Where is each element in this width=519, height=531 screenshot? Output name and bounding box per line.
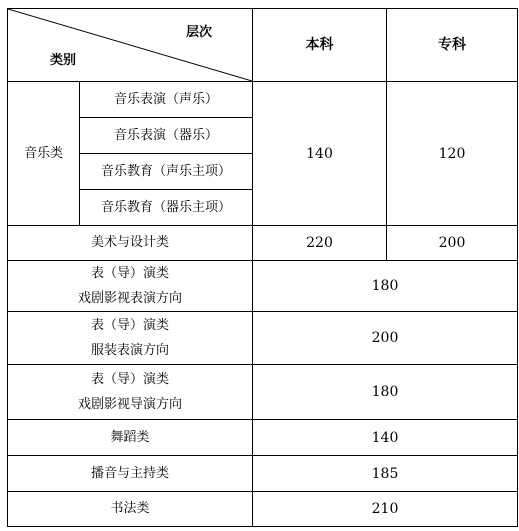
fashion-score: 200 [253,312,518,365]
music-sub-1: 音乐表演（声乐） [80,82,253,118]
music-row-1 [8,82,518,118]
dance-label: 舞蹈类 [8,420,253,456]
drama-acting-label [8,261,253,312]
art-design-college-score: 200 [387,226,518,261]
drama-acting-row [8,261,518,312]
header-category-label: 类别 [50,53,77,68]
broadcast-row [8,456,518,492]
category-line: 表（导）演类 [90,318,169,333]
header-undergrad: 本科 [253,9,387,82]
drama-directing-row [8,365,518,420]
drama-directing-score: 180 [253,365,518,420]
music-sub-2: 音乐表演（器乐） [80,118,253,154]
drama-directing-label [8,365,253,420]
dance-row [8,420,518,456]
direction-line: 戏剧影视表演方向 [77,291,182,306]
header-college: 专科 [387,9,518,82]
category-line: 表（导）演类 [90,372,169,387]
art-design-label: 美术与设计类 [8,226,253,261]
music-sub-4: 音乐教育（器乐主项） [80,190,253,226]
diagonal-header-cell [8,9,253,82]
category-line: 表（导）演类 [90,266,169,281]
fashion-label [8,312,253,365]
score-table [7,8,518,527]
calligraphy-score: 210 [253,492,518,527]
diagonal-line [8,9,252,81]
dance-score: 140 [253,420,518,456]
fashion-row [8,312,518,365]
art-design-row [8,226,518,261]
calligraphy-label: 书法类 [8,492,253,527]
music-group-label: 音乐类 [8,82,80,226]
direction-line: 服装表演方向 [90,343,169,358]
header-row [8,9,518,82]
broadcast-label: 播音与主持类 [8,456,253,492]
drama-acting-score: 180 [253,261,518,312]
calligraphy-row [8,492,518,527]
direction-line: 戏剧影视导演方向 [77,397,182,412]
header-level-label: 层次 [185,25,212,40]
broadcast-score: 185 [253,456,518,492]
music-sub-3: 音乐教育（声乐主项） [80,154,253,190]
music-college-score: 120 [387,82,518,226]
art-design-undergrad-score: 220 [253,226,387,261]
music-undergrad-score: 140 [253,82,387,226]
